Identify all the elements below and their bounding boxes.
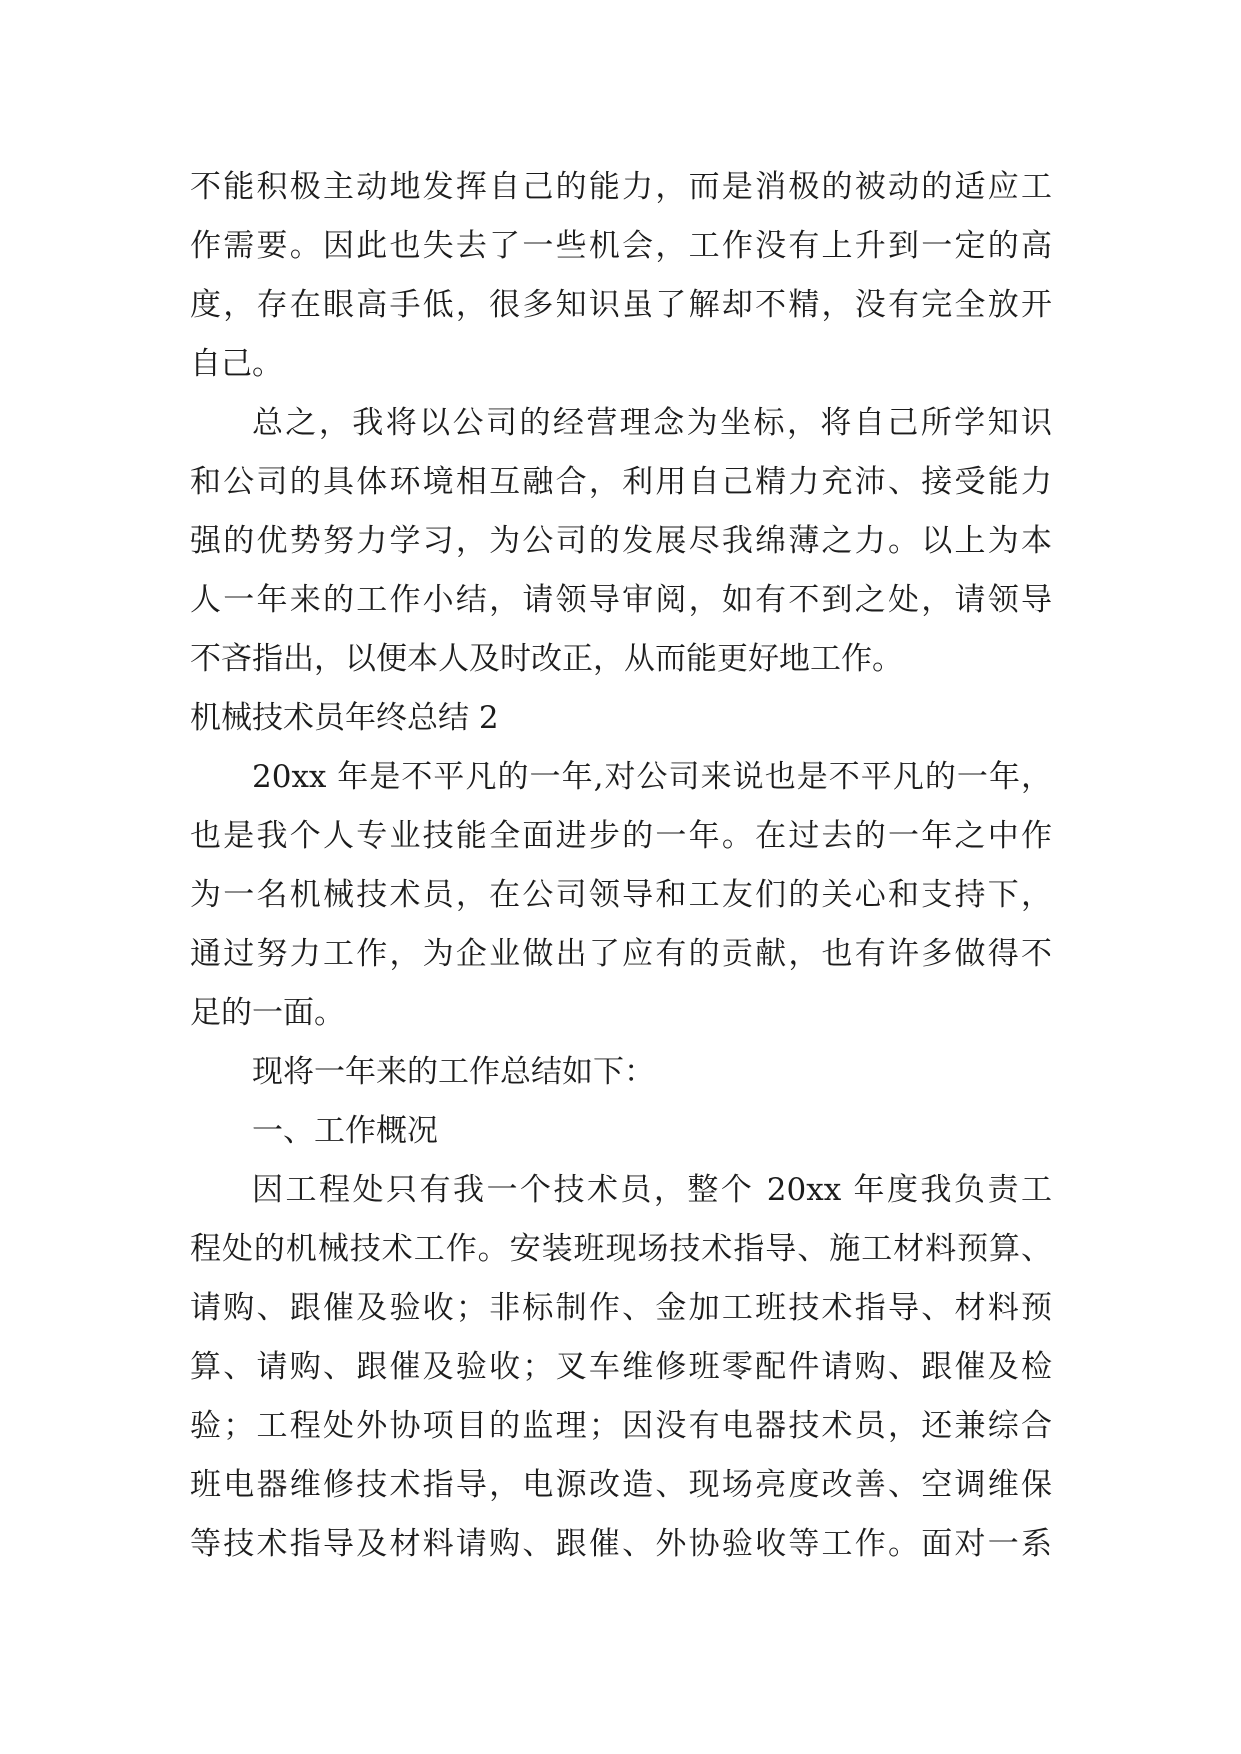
- paragraph-line: 通过努力工作，为企业做出了应有的贡献，也有许多做得不: [190, 936, 1052, 972]
- paragraph-line: 因工程处只有我一个技术员，整个 20xx 年度我负责工: [252, 1172, 1052, 1208]
- section-heading: 机械技术员年终总结 2: [190, 700, 499, 736]
- paragraph-line: 等技术指导及材料请购、跟催、外协验收等工作。面对一系: [190, 1526, 1052, 1562]
- paragraph-line: 足的一面。: [190, 995, 345, 1031]
- paragraph-line: 不吝指出，以便本人及时改正，从而能更好地工作。: [190, 641, 903, 677]
- paragraph-line: 20xx 年是不平凡的一年,对公司来说也是不平凡的一年，: [252, 759, 1052, 795]
- paragraph-line: 班电器维修技术指导，电源改造、现场亮度改善、空调维保: [190, 1467, 1052, 1503]
- paragraph-line: 程处的机械技术工作。安装班现场技术指导、施工材料预算、: [190, 1231, 1052, 1267]
- paragraph-line: 不能积极主动地发挥自己的能力，而是消极的被动的适应工: [190, 169, 1052, 205]
- paragraph-line: 也是我个人专业技能全面进步的一年。在过去的一年之中作: [190, 818, 1052, 854]
- paragraph-line: 验；工程处外协项目的监理；因没有电器技术员，还兼综合: [190, 1408, 1052, 1444]
- document-body: [190, 158, 1052, 1574]
- paragraph-line: 强的优势努力学习，为公司的发展尽我绵薄之力。以上为本: [190, 523, 1052, 559]
- paragraph-line: 现将一年来的工作总结如下：: [252, 1054, 655, 1090]
- paragraph-line: 作需要。因此也失去了一些机会，工作没有上升到一定的高: [190, 228, 1052, 264]
- paragraph-line: 请购、跟催及验收；非标制作、金加工班技术指导、材料预: [190, 1290, 1052, 1326]
- paragraph-line: 人一年来的工作小结，请领导审阅，如有不到之处，请领导: [190, 582, 1052, 618]
- subsection-heading: 一、工作概况: [252, 1113, 438, 1149]
- paragraph-line: 自己。: [190, 346, 283, 382]
- paragraph-line: 度，存在眼高手低，很多知识虽了解却不精，没有完全放开: [190, 287, 1052, 323]
- paragraph-line: 和公司的具体环境相互融合，利用自己精力充沛、接受能力: [190, 464, 1052, 500]
- paragraph-line: 总之，我将以公司的经营理念为坐标，将自己所学知识: [252, 405, 1052, 441]
- paragraph-line: 算、请购、跟催及验收；叉车维修班零配件请购、跟催及检: [190, 1349, 1052, 1385]
- paragraph-line: 为一名机械技术员，在公司领导和工友们的关心和支持下，: [190, 877, 1052, 913]
